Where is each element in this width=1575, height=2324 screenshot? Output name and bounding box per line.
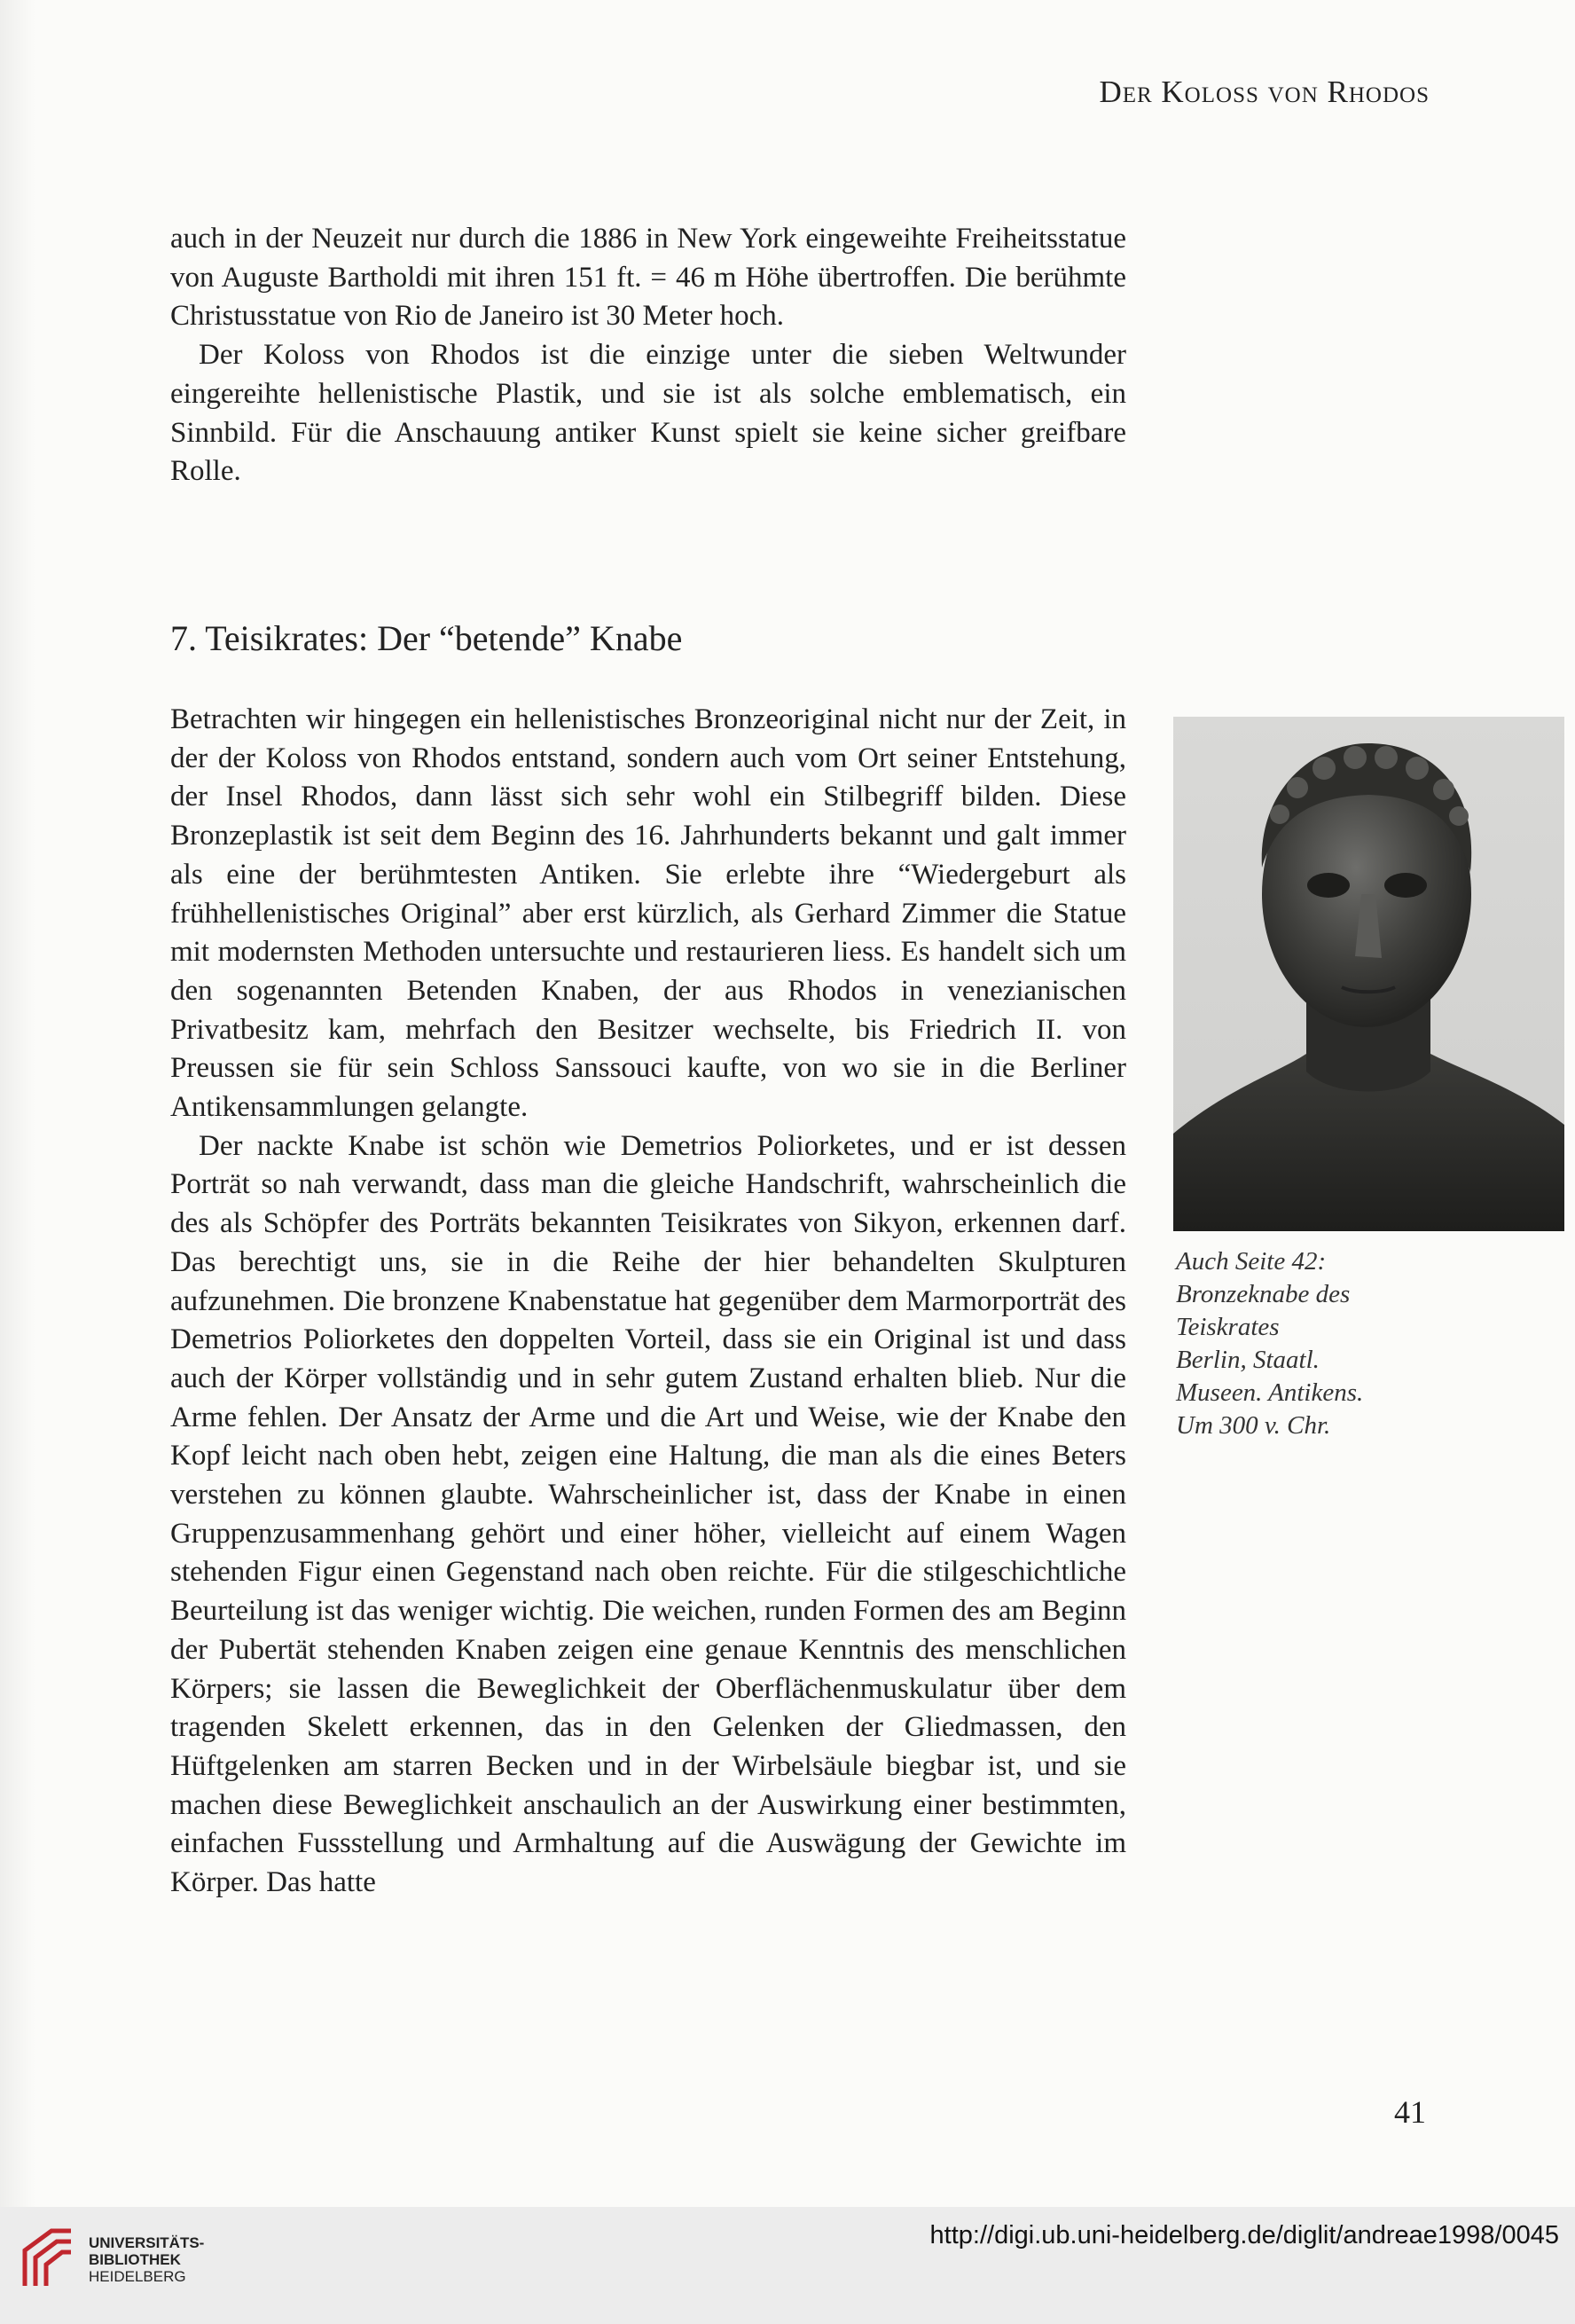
paragraph: Der Koloss von Rhodos ist die einzige unter die sieben Weltwunder eingereihte hellenistische Plastik, und sie ist als solche emblematisch, ein Sinnbild. Für die Anschauung antiker Kunst spielt sie keine sicher greifbare Rolle. [170, 339, 1126, 488]
scan-page-edge [0, 0, 35, 2207]
caption-line: Um 300 v. Chr. [1176, 1411, 1331, 1440]
body-text [170, 701, 1126, 1903]
intro-text [170, 220, 1126, 491]
library-line: BIBLIOTHEK [89, 2251, 181, 2268]
caption-line: Teiskrates [1176, 1313, 1280, 1341]
section-heading: 7. Teisikrates: Der “betende” Knabe [170, 618, 683, 658]
paragraph: Betrachten wir hingegen ein hellenistisches Bronzeoriginal nicht nur der Zeit, in der der Koloss von Rhodos entstand, sondern auch vom Ort seiner Entstehung, der Insel Rhodos, dann lässt sich sehr wohl ein Stilbegriff bilden. Diese Bronzeplastik ist seit dem Beginn des 16. Jahrhunderts bekannt und galt immer als eine der berühmtesten Antiken. Sie erlebte ihre “Wiedergeburt als frühhellenistisches Original” aber erst kürzlich, als Gerhard Zimmer die Statue mit modernsten Methoden untersuchte und restaurieren liess. Es handelt sich um den sogenannten Betenden Knaben, der aus Rhodos in venezianischen Privatbesitz kam, mehrfach den Besitzer wechselte, bis Friedrich II. von Preussen sie für sein Schloss Sanssouci kaufte, von wo sie in die Berliner Antikensammlungen gelangte. [170, 703, 1126, 1124]
bronze-boy-photo [1173, 717, 1564, 1231]
paragraph: auch in der Neuzeit nur durch die 1886 in New York eingeweihte Freiheitsstatue von Auguste Bartholdi mit ihren 151 ft. = 46 m Höhe übertroffen. Die berühmte Christusstatue von Rio de Janeiro ist 30 Meter hoch. [170, 223, 1126, 333]
caption-line: Berlin, Staatl. [1176, 1346, 1320, 1374]
figure-caption [1176, 1245, 1363, 1442]
running-title: Der Koloss von Rhodos [1099, 75, 1430, 109]
library-name [89, 2234, 204, 2285]
bronze-head-image [1173, 717, 1564, 1231]
page-number: 41 [1394, 2094, 1426, 2130]
caption-line: Auch Seite 42: [1176, 1247, 1327, 1276]
caption-line: Bronzeknabe des [1176, 1280, 1351, 1308]
caption-line: Museen. Antikens. [1176, 1378, 1364, 1407]
library-logo-icon [16, 2224, 78, 2295]
paragraph: Der nackte Knabe ist schön wie Demetrios Poliorketes, und er ist dessen Porträt so nah verwandt, dass man die gleiche Handschrift, wahrscheinlich die des als Schöpfer des Porträts bekannten Teisikrates von Sikyon, erkennen darf. Das berechtigt uns, sie in die Reihe der hier behandelten Skulpturen aufzunehmen. Die bronzene Knabenstatue hat gegenüber dem Marmorporträt des Demetrios Poliorketes den doppelten Vorteil, dass sie ein Original ist und dass auch der Körper vollständig und in sehr gutem Zustand erhalten blieb. Nur die Arme fehlen. Der Ansatz der Arme und die Art und Weise, wie der Knabe den Kopf leicht nach oben hebt, zeigen eine Haltung, die man als die eines Beters verstehen zu können glaubte. Wahrscheinlicher ist, dass der Knabe in einen Gruppenzusammenhang gehört und einer höher, vielleicht auf einem Wagen stehenden Figur einen Gegenstand nach oben reichte. Für die stilgeschichtliche Beurteilung ist das weniger wichtig. Die weichen, runden Formen des am Beginn der Pubertät stehenden Knaben zeigen eine genaue Kenntnis des menschlichen Körpers; sie lassen die Beweglichkeit der Oberflächenmuskulatur über dem tragenden Skelett erkennen, das in den Gelenken der Gliedmassen, den Hüftgelenken am starren Becken und in der Wirbelsäule biegbar ist, und sie machen diese Beweglichkeit anschaulich an der Auswirkung einer bestimmten, einfachen Fussstellung und Armhaltung auf die Auswägung der Gewichte im Körper. Das hatte [170, 1129, 1126, 1899]
library-line: UNIVERSITÄTS- [89, 2234, 205, 2251]
library-line: HEIDELBERG [89, 2268, 186, 2285]
source-url-link[interactable]: http://digi.ub.uni-heidelberg.de/diglit/andreae1998/0045 [929, 2221, 1559, 2249]
